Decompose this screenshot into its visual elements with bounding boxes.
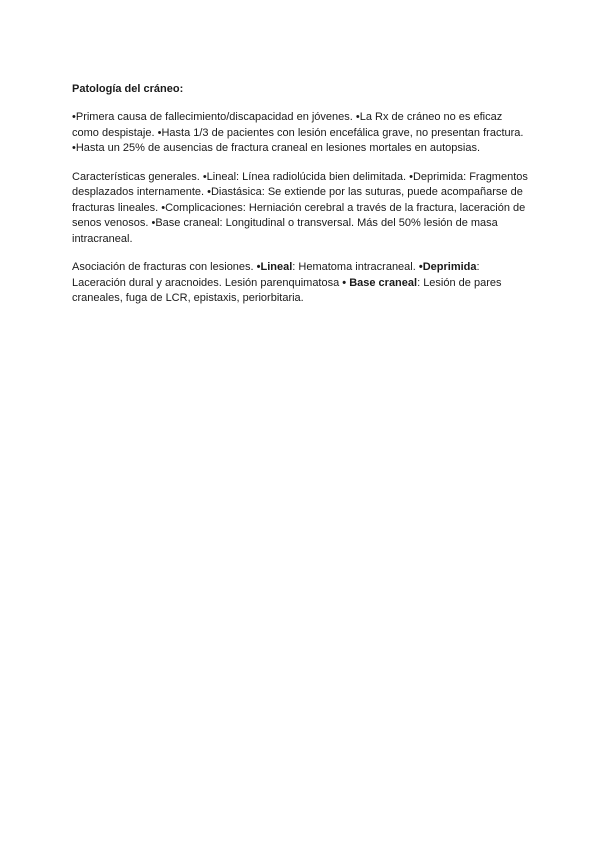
associations-intro: Asociación de fracturas con lesiones. bbox=[72, 261, 257, 273]
lineal-label: •Lineal bbox=[256, 261, 293, 273]
base-craneal-text: : Lesión de pares craneales, fuga de LCR, epistaxis, periorbitaria. bbox=[72, 276, 502, 304]
paragraph-associations bbox=[72, 260, 532, 307]
document-page bbox=[72, 82, 532, 320]
deprimida-label: •Deprimida bbox=[418, 261, 477, 273]
document-title: Patología del cráneo: bbox=[72, 83, 184, 95]
deprimida-text: : Laceración dural y aracnoides. Lesión parenquimatosa bbox=[72, 261, 480, 289]
lineal-text: : Hematoma intracraneal. bbox=[292, 261, 419, 273]
paragraph-general-features: Características generales. •Lineal: Línea radiolúcida bien delimitada. •Deprimida: Fragmentos desplazados internamente. •Diastásica: Se extiende por las suturas, puede acompañarse de fracturas lineales. •Complicaciones: Herniación cerebral a través de la fractura, laceración de senos venosos. •Base craneal: Longitudinal o transversal. Más del 50% lesión de masa intracraneal. bbox=[72, 170, 528, 245]
paragraph-intro: •Primera causa de fallecimiento/discapacidad en jóvenes. •La Rx de cráneo no es eficaz como despistaje. •Hasta 1/3 de pacientes con lesión encefálica grave, no presentan fractura. •Hasta un 25% de ausencias de fractura craneal en lesiones mortales en autopsias. bbox=[72, 111, 524, 154]
base-craneal-label: • Base craneal bbox=[342, 276, 418, 289]
